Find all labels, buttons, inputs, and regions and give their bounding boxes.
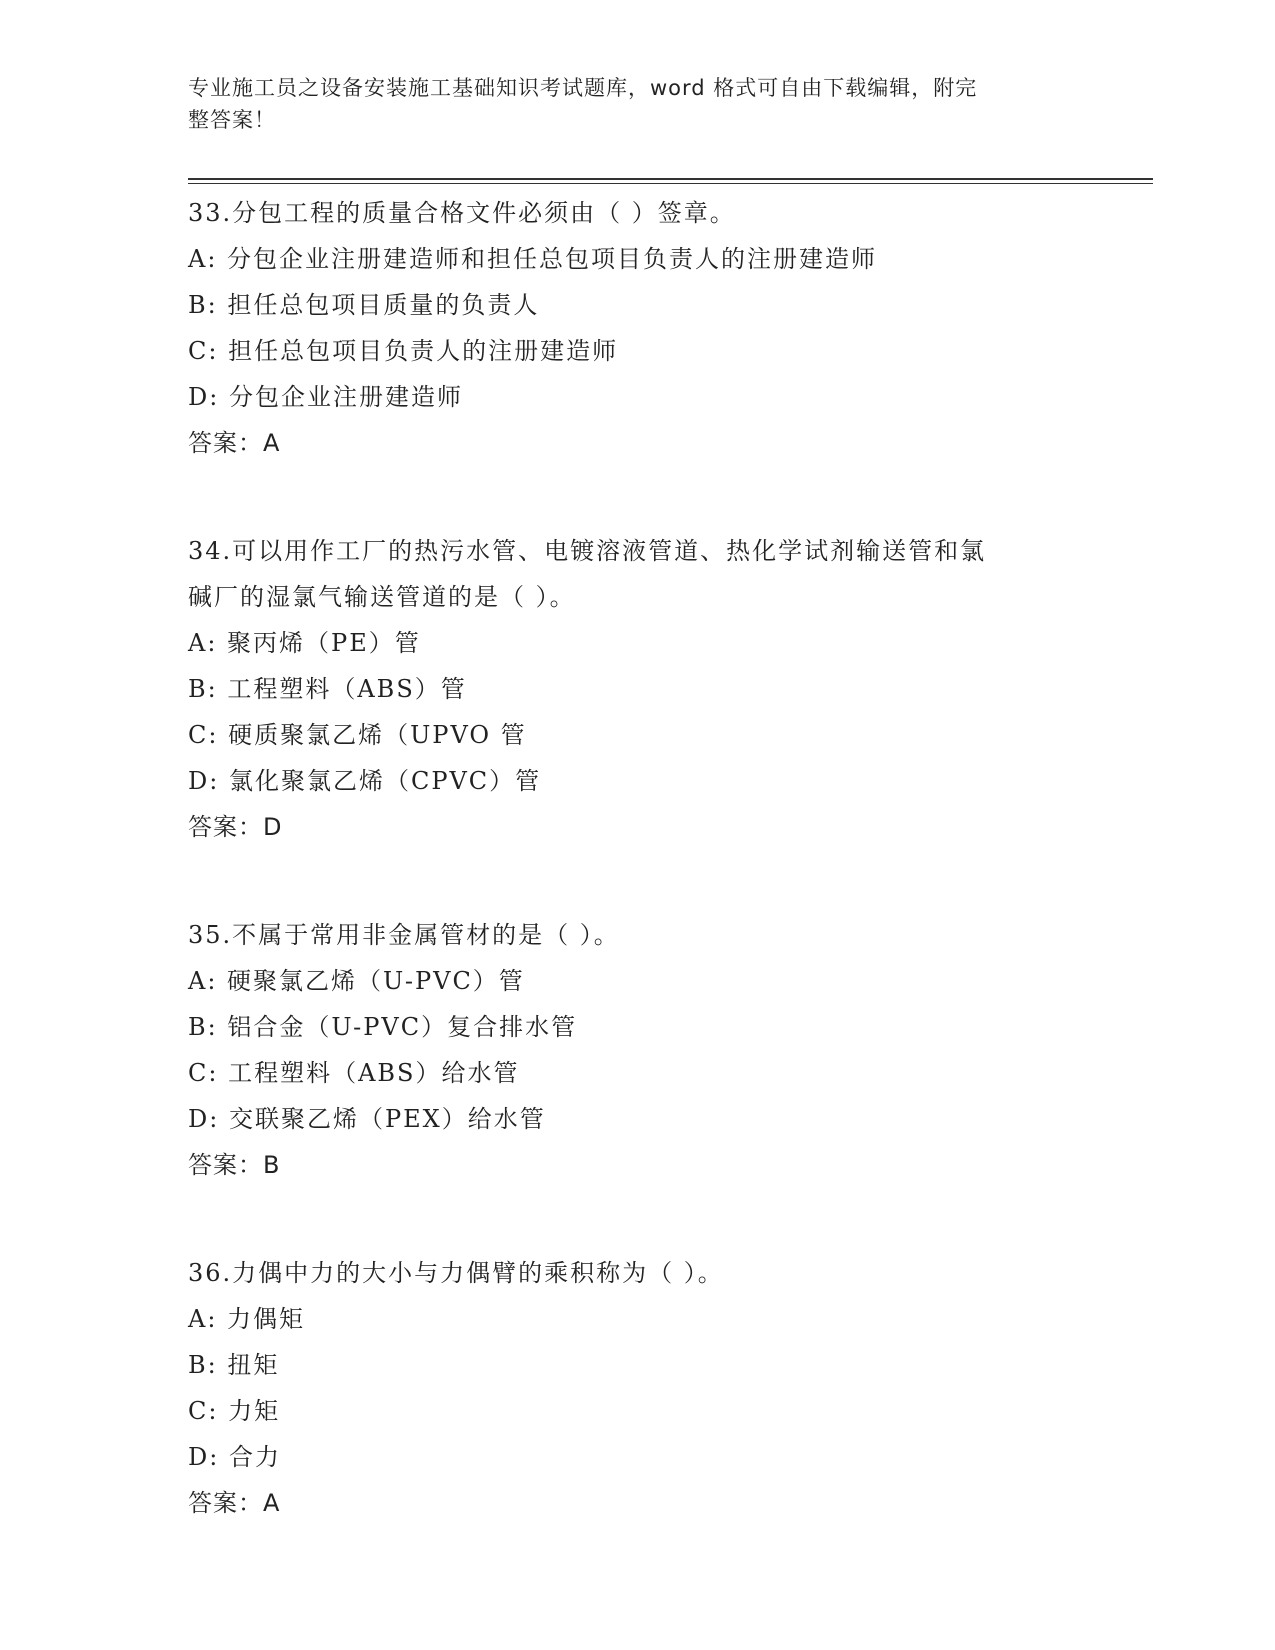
- question-stem: 33.分包工程的质量合格文件必须由（ ）签章。: [188, 199, 736, 227]
- document-header: [188, 72, 1068, 136]
- header-divider-thick: [188, 178, 1153, 180]
- question-stem-line-1: 34.可以用作工厂的热污水管、电镀溶液管道、热化学试剂输送管和氯: [188, 537, 987, 565]
- question-34: [188, 528, 1108, 850]
- option-b: B: 扭矩: [188, 1351, 280, 1379]
- option-a: A: 分包企业注册建造师和担任总包项目负责人的注册建造师: [188, 245, 878, 273]
- question-stem-line-2: 碱厂的湿氯气输送管道的是（ ）。: [188, 583, 576, 611]
- option-d: D: 分包企业注册建造师: [188, 383, 463, 411]
- option-b: B: 铝合金（U-PVC）复合排水管: [188, 1013, 578, 1041]
- option-d: D: 氯化聚氯乙烯（CPVC）管: [188, 767, 542, 795]
- option-a: A: 聚丙烯（PE）管: [188, 629, 421, 657]
- answer-line: 答案：A: [188, 1489, 281, 1517]
- answer-line: 答案：B: [188, 1151, 281, 1179]
- question-35: [188, 912, 1108, 1188]
- header-title-line-2: 整答案！: [188, 108, 276, 132]
- option-c: C: 硬质聚氯乙烯（UPVO 管: [188, 721, 527, 749]
- answer-line: 答案：D: [188, 813, 283, 841]
- option-c: C: 担任总包项目负责人的注册建造师: [188, 337, 619, 365]
- question-stem: 36.力偶中力的大小与力偶臂的乘积称为（ ）。: [188, 1259, 724, 1287]
- option-a: A: 硬聚氯乙烯（U-PVC）管: [188, 967, 525, 995]
- question-stem: 35.不属于常用非金属管材的是（ ）。: [188, 921, 620, 949]
- question-33: [188, 190, 1108, 466]
- answer-line: 答案：A: [188, 429, 281, 457]
- header-divider-thin: [188, 183, 1153, 184]
- option-d: D: 合力: [188, 1443, 281, 1471]
- option-b: B: 工程塑料（ABS）管: [188, 675, 467, 703]
- option-d: D: 交联聚乙烯（PEX）给水管: [188, 1105, 546, 1133]
- option-b: B: 担任总包项目质量的负责人: [188, 291, 540, 319]
- question-list: [188, 190, 1108, 1588]
- question-36: [188, 1250, 1108, 1526]
- option-a: A: 力偶矩: [188, 1305, 306, 1333]
- option-c: C: 力矩: [188, 1397, 281, 1425]
- option-c: C: 工程塑料（ABS）给水管: [188, 1059, 520, 1087]
- header-title-line-1: 专业施工员之设备安装施工基础知识考试题库，word 格式可自由下载编辑，附完: [188, 76, 978, 100]
